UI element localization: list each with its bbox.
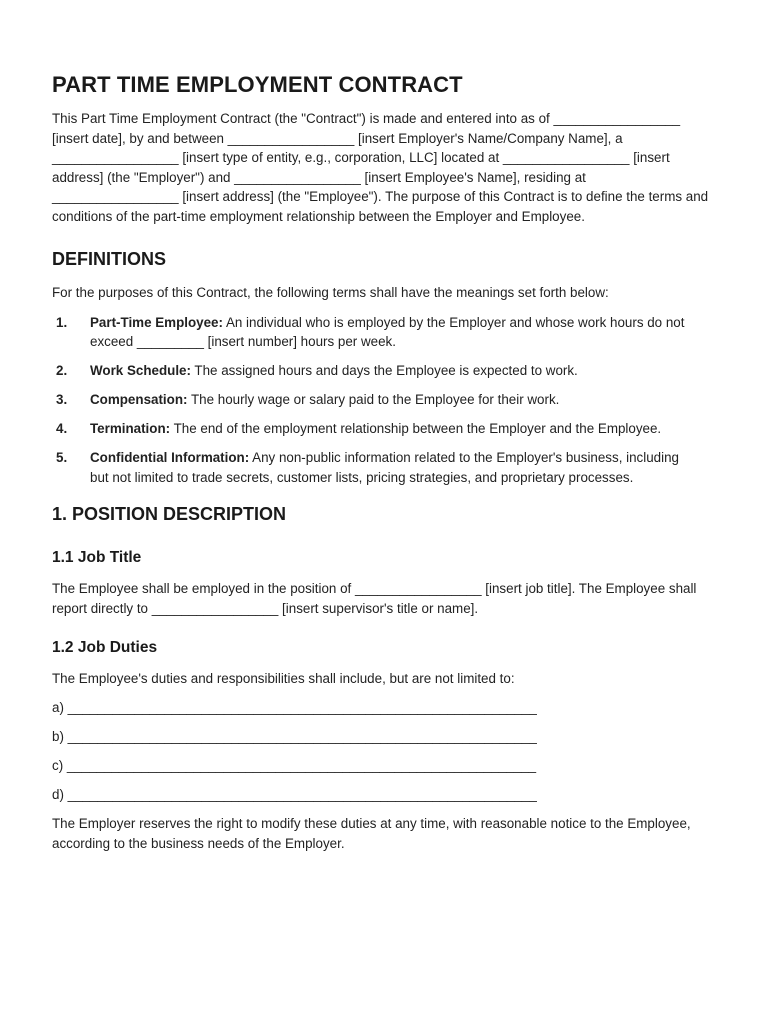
definition-text: The end of the employment relationship between the Employer and the Employee. <box>170 421 662 436</box>
definition-item <box>52 313 718 352</box>
duty-blank-line-b: b) _______________________________________________________________ <box>52 729 537 744</box>
definition-number: 1. <box>56 314 68 330</box>
definition-body <box>90 390 694 410</box>
definitions-intro: For the purposes of this Contract, the following terms shall have the meanings set forth below: <box>52 285 609 300</box>
duty-blank-line-c: c) _______________________________________________________________ <box>52 758 537 773</box>
definition-term: Part-Time Employee: <box>90 314 223 330</box>
definition-number: 5. <box>56 450 68 465</box>
contract-title: PART TIME EMPLOYMENT CONTRACT <box>52 72 463 97</box>
job-duties-intro: The Employee's duties and responsibilities shall include, but are not limited to: <box>52 671 515 686</box>
definition-item <box>52 361 718 381</box>
subsection-heading-job-duties: 1.2 Job Duties <box>52 639 158 656</box>
definition-text: The assigned hours and days the Employee is expected to work. <box>190 363 578 378</box>
definition-body <box>90 313 694 352</box>
intro-paragraph: This Part Time Employment Contract (the "Contract") is made and entered into as of _________________ [insert date], by and between _________________ [insert Employer's Name/Company Name], a _________________ [insert type of entity, e.g., corporation, LLC] located at _________________ [insert address] (the "Employer") and _________________ [insert Employee's Name], residing at _________________ [insert address] (the "Employee"). The purpose of this Contract is to define the terms and conditions of the part-time employment relationship between the Employer and Employee. <box>52 111 709 224</box>
subsection-heading-job-title: 1.1 Job Title <box>52 549 142 566</box>
definition-body <box>90 361 694 381</box>
definitions-list <box>52 313 718 488</box>
definition-text: An individual who is employed by the Employer and whose work hours do not exceed _________ [insert number] hours per week. <box>90 314 685 349</box>
definitions-heading: DEFINITIONS <box>52 249 167 269</box>
definition-term: Compensation: <box>90 392 188 407</box>
definition-number: 4. <box>56 421 68 436</box>
duties-modification-paragraph: The Employer reserves the right to modify these duties at any time, with reasonable notice to the Employee, according to the business needs of the Employer. <box>52 816 691 851</box>
definition-number: 3. <box>56 392 68 407</box>
duty-blank-line-d: d) _______________________________________________________________ <box>52 787 537 802</box>
definition-item <box>52 419 718 439</box>
definition-term: Termination: <box>90 421 171 436</box>
definition-body <box>90 419 694 439</box>
definition-item <box>52 448 718 487</box>
definition-text: The hourly wage or salary paid to the Employee for their work. <box>187 392 560 407</box>
definition-item <box>52 390 718 410</box>
definition-text: Any non-public information related to the Employer's business, including but not limited to trade secrets, customer lists, pricing strategies, and proprietary processes. <box>90 450 679 485</box>
section-heading-position-description: 1. POSITION DESCRIPTION <box>52 504 287 524</box>
definition-number: 2. <box>56 363 68 378</box>
definition-term: Work Schedule: <box>90 363 191 378</box>
definition-body <box>90 448 694 487</box>
definition-term: Confidential Information: <box>90 450 250 465</box>
duty-blank-line-a: a) _______________________________________________________________ <box>52 700 537 715</box>
job-title-paragraph: The Employee shall be employed in the position of _________________ [insert job title]. The Employee shall report directly to _________________ [insert supervisor's title or name]. <box>52 581 697 616</box>
